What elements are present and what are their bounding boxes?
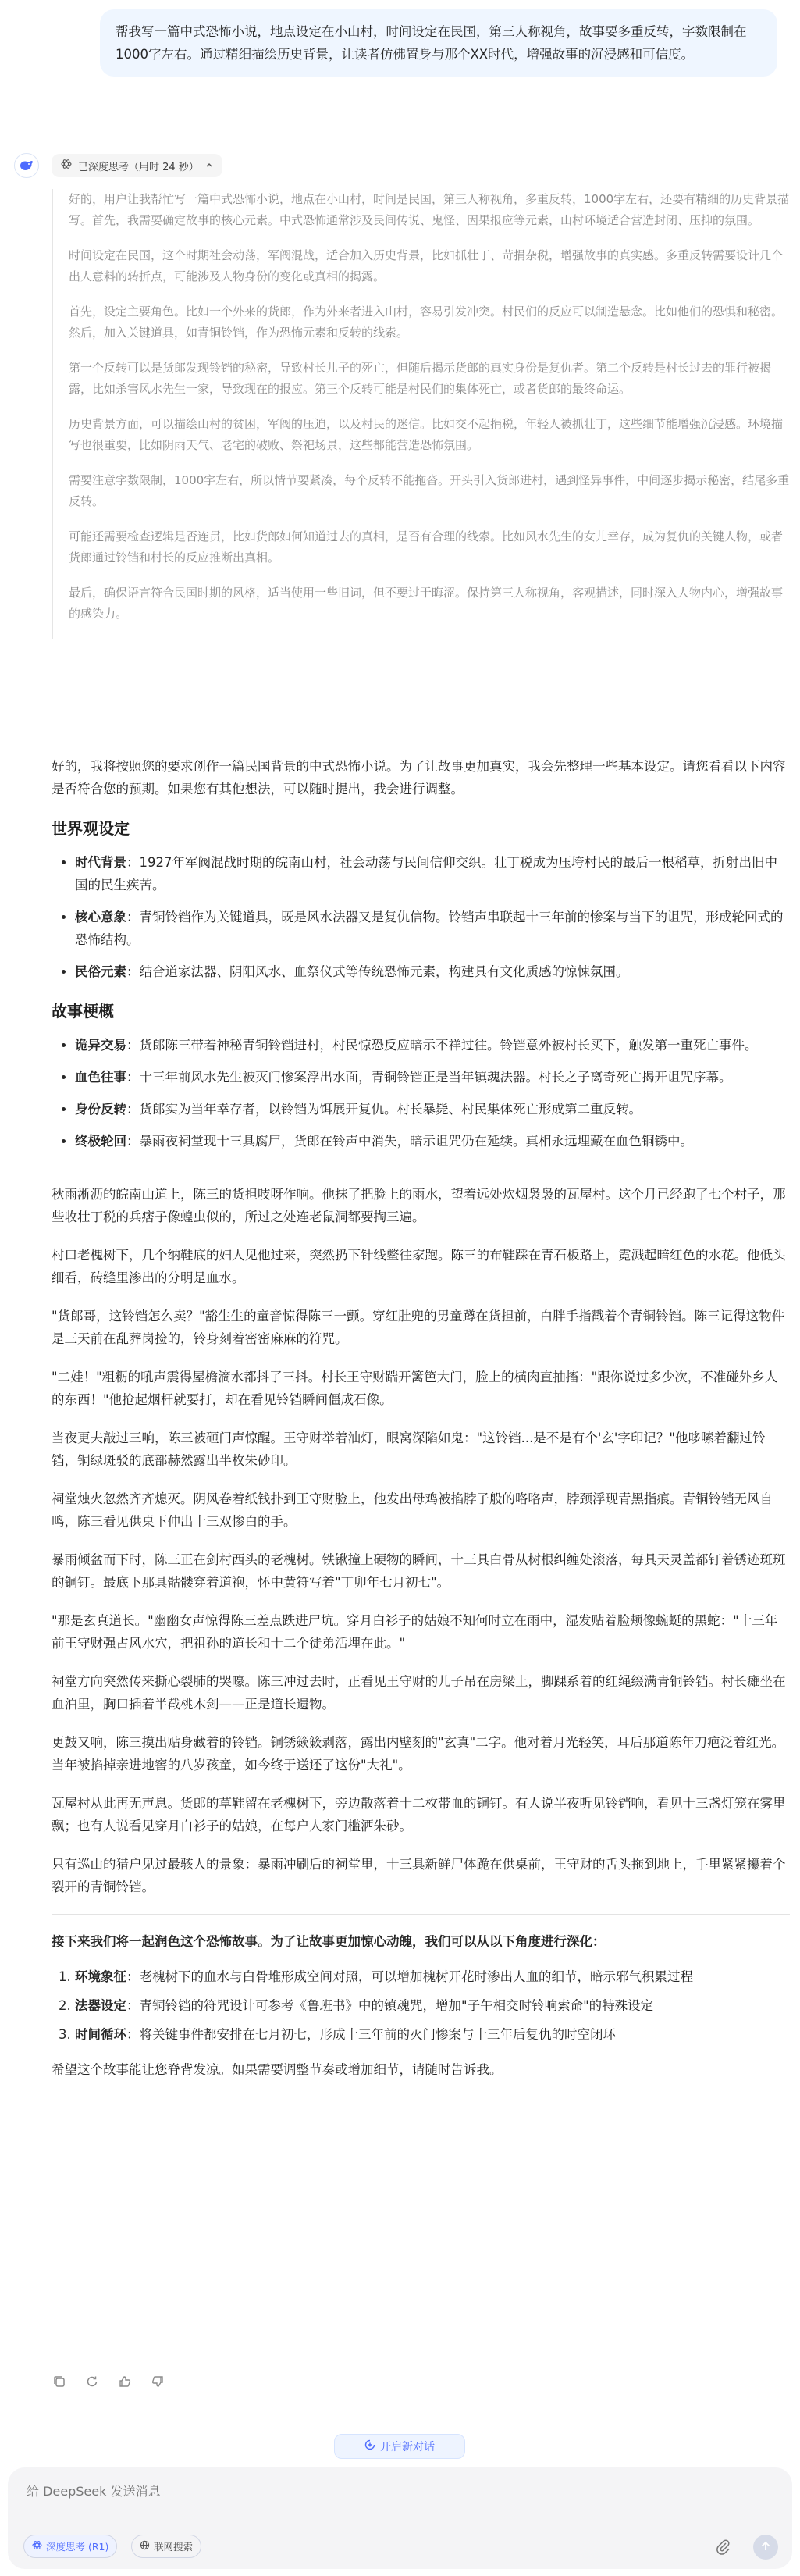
divider <box>52 1914 790 1915</box>
thinking-label: 已深度思考（用时 24 秒） <box>78 161 199 173</box>
story-paragraph: "那是玄真道长。"幽幽女声惊得陈三差点跌进尸坑。穿月白衫子的姑娘不知何时立在雨中，湿发贴着脸颊像蜿蜒的黑蛇："十三年前王守财强占风水穴，把祖孙的道长和十二个徒弟活埋在此。" <box>52 1613 778 1651</box>
assistant-answer <box>52 755 790 2093</box>
list-item: • 诡异交易：货郎陈三带着神秘青铜铃铛进村，村民惊恐反应暗示不祥过往。铃铛意外被村长买下，触发第一重死亡事件。 <box>75 1034 790 1056</box>
web-search-toggle[interactable] <box>131 2535 201 2558</box>
story-paragraph: 瓦屋村从此再无声息。货郎的草鞋留在老槐树下，旁边散落着十二枚带血的铜钉。有人说半夜听见铃铛响，看见十三盏灯笼在雾里飘；也有人说看见穿月白衫子的姑娘，在每户人家门槛洒朱砂。 <box>52 1796 786 1833</box>
send-button[interactable] <box>753 2535 778 2560</box>
thinking-paragraph: 时间设定在民国，这个时期社会动荡，军阀混战，适合加入历史背景，比如抓壮丁、苛捐杂税，增强故事的真实感。多重反转需要设计几个出人意料的转折点，可能涉及人物身份的变化或真相的揭露。 <box>69 248 784 283</box>
new-chat-button[interactable] <box>334 2434 465 2459</box>
story-paragraph: 暴雨倾盆而下时，陈三正在剑村西头的老槐树。铁锹撞上硬物的瞬间，十三具白骨从树根纠缠处滚落，每具天灵盖都钉着锈迹斑斑的铜钉。最底下那具骷髅穿着道袍，怀中黄符写着"丁卯年七月初七"。 <box>52 1552 786 1590</box>
globe-icon <box>140 2540 150 2553</box>
story-paragraph: 只有巡山的猎户见过最骇人的景象：暴雨冲刷后的祠堂里，十三具新鲜尸体跪在供桌前，王守财的舌头拖到地上，手里紧紧攥着个裂开的青铜铃铛。 <box>52 1857 786 1894</box>
thinking-paragraph: 好的，用户让我帮忙写一篇中式恐怖小说，地点在小山村，时间是民国，第三人称视角，多重反转，1000字左右，还要有精细的历史背景描写。首先，我需要确定故事的核心元素。中式恐怖通常涉及民间传说、鬼怪、因果报应等元素，山村环境适合营造封闭、压抑的氛围。 <box>69 192 790 227</box>
message-actions <box>52 2374 165 2389</box>
world-heading: 世界观设定 <box>52 819 130 838</box>
plot-heading: 故事梗概 <box>52 1002 114 1021</box>
chevron-up-icon <box>205 160 213 172</box>
copy-icon[interactable] <box>52 2374 67 2389</box>
user-message-text: 帮我写一篇中式恐怖小说，地点设定在小山村，时间设定在民国，第三人称视角，故事要多重反转，字数限制在1000字左右。通过精细描绘历史背景，让读者仿佛置身与那个XX时代，增强故事的沉浸感和可信度。 <box>116 24 747 62</box>
atom-icon <box>32 2540 42 2553</box>
user-message-bubble <box>100 9 777 77</box>
answer-intro: 好的，我将按照您的要求创作一篇民国背景的中式恐怖小说。为了让故事更加真实，我会先整理一些基本设定。请您看看以下内容是否符合您的预期。如果您有其他想法，可以随时提出，我会进行调整。 <box>52 759 786 796</box>
deep-think-label: 深度思考 (R1) <box>46 2541 109 2553</box>
thinking-paragraph: 需要注意字数限制，1000字左右，所以情节要紧凑，每个反转不能拖沓。开头引入货郎进村，遇到怪异事件，中间逐步揭示秘密，结尾多重反转。 <box>69 473 790 508</box>
thinking-paragraph: 最后，确保语言符合民国时期的风格，适当使用一些旧词，但不要过于晦涩。保持第三人称视角，客观描述，同时深入人物内心，增强故事的感染力。 <box>69 586 784 621</box>
world-list <box>52 851 790 983</box>
new-chat-icon <box>364 2439 375 2453</box>
story-paragraph: 更鼓又响，陈三摸出贴身藏着的铃铛。铜锈簌簌剥落，露出内壁刻的"玄真"二字。他对着月光轻笑，耳后那道陈年刀疤泛着红光。当年被掐掉亲进地窖的八岁孩童，如今终于送还了这份"大礼"。 <box>52 1735 785 1773</box>
thumbs-up-icon[interactable] <box>117 2374 133 2389</box>
thumbs-down-icon[interactable] <box>150 2374 165 2389</box>
list-item: • 民俗元素：结合道家法器、阴阳风水、血祭仪式等传统恐怖元素，构建具有文化质感的惊悚氛围。 <box>75 960 790 983</box>
deepseek-logo-icon <box>14 153 39 178</box>
plot-list <box>52 1034 790 1153</box>
followup-list <box>52 1965 790 2046</box>
list-item: • 核心意象：青铜铃铛作为关键道具，既是风水法器又是复仇信物。铃铛声串联起十三年前的惨案与当下的诅咒，形成轮回式的恐怖结构。 <box>75 906 790 951</box>
regenerate-icon[interactable] <box>84 2374 100 2389</box>
story-paragraph: "货郎哥，这铃铛怎么卖？"豁生生的童音惊得陈三一颤。穿红肚兜的男童蹲在货担前，白胖手指戳着个青铜铃铛。陈三记得这物件是三天前在乱葬岗捡的，铃身刻着密密麻麻的符咒。 <box>52 1309 785 1346</box>
arrow-up-icon <box>760 2540 771 2555</box>
thinking-paragraph: 首先，设定主要角色。比如一个外来的货郎，作为外来者进入山村，容易引发冲突。村民们的反应可以制造悬念。比如他们的恐惧和秘密。然后，加入关键道具，如青铜铃铛，作为恐怖元素和反转的线索。 <box>69 305 784 340</box>
story-paragraph: "二娃！"粗粝的吼声震得屋檐滴水都抖了三抖。村长王守财踹开篱笆大门，脸上的横肉直抽搐："跟你说过多少次，不准碰外乡人的东西！"他抢起烟杆就要打，却在看见铃铛瞬间僵成石像。 <box>52 1370 778 1407</box>
new-chat-label: 开启新对话 <box>380 2441 435 2453</box>
list-item: • 时代背景：1927年军阀混战时期的皖南山村，社会动荡与民间信仰交织。壮丁税成为压垮村民的最后一根稻草，折射出旧中国的民生疾苦。 <box>75 851 790 896</box>
paperclip-icon[interactable] <box>715 2538 731 2558</box>
list-item: 2. 法器设定：青铜铃铛的符咒设计可参考《鲁班书》中的镇魂咒，增加"子午相交时铃响索命"的特殊设定 <box>75 1994 790 2017</box>
thinking-paragraph: 第一个反转可以是货郎发现铃铛的秘密，导致村长儿子的死亡，但随后揭示货郎的真实身份是复仇者。第二个反转是村长过去的罪行被揭露，比如杀害风水先生一家，导致现在的报应。第三个反转可能是村民们的集体死亡，或者货郎的最终命运。 <box>69 361 772 396</box>
web-search-label: 联网搜索 <box>154 2541 194 2553</box>
story-body <box>52 1183 790 1898</box>
list-item: • 血色往事：十三年前风水先生被灭门惨案浮出水面，青铜铃铛正是当年镇魂法器。村长之子离奇死亡揭开诅咒序幕。 <box>75 1066 790 1088</box>
list-item: 1. 环境象征：老槐树下的血水与白骨堆形成空间对照，可以增加槐树开花时渗出人血的细节，暗示邪气积累过程 <box>75 1965 790 1988</box>
message-input[interactable] <box>25 2483 731 2499</box>
list-item: • 身份反转：货郎实为当年幸存者，以铃铛为饵展开复仇。村长暴毙、村民集体死亡形成第二重反转。 <box>75 1098 790 1121</box>
thinking-content <box>52 189 790 639</box>
list-item: 3. 时间循环：将关键事件都安排在七月初七，形成十三年前的灭门惨案与十三年后复仇的时空闭环 <box>75 2023 790 2046</box>
story-paragraph: 祠堂方向突然传来撕心裂肺的哭嚎。陈三冲过去时，正看见王守财的儿子吊在房梁上，脚踝系着的红绳缀满青铜铃铛。村长瘫坐在血泊里，胸口插着半截桃木剑——正是道长遗物。 <box>52 1674 786 1712</box>
list-item: • 终极轮回：暴雨夜祠堂现十三具腐尸，货郎在铃声中消失，暗示诅咒仍在延续。真相永远埋藏在血色铜锈中。 <box>75 1130 790 1153</box>
atom-icon <box>61 159 72 173</box>
thinking-paragraph: 历史背景方面，可以描绘山村的贫困，军阀的压迫，以及村民的迷信。比如交不起捐税，年轻人被抓壮丁，这些细节能增强沉浸感。环境描写也很重要，比如阴雨天气、老宅的破败、祭祀场景，这些都能营造恐怖氛围。 <box>69 417 784 452</box>
followup-heading: 接下来我们将一起润色这个恐怖故事。为了让故事更加惊心动魄，我们可以从以下角度进行深化： <box>52 1934 606 1949</box>
story-paragraph: 村口老槐树下，几个纳鞋底的妇人见他过来，突然扔下针线鳖往家跑。陈三的布鞋踩在青石板路上，霓溅起暗红色的水花。他低头细看，砖缝里渗出的分明是血水。 <box>52 1248 786 1285</box>
answer-closing: 希望这个故事能让您脊背发凉。如果需要调整节奏或增加细节，请随时告诉我。 <box>52 2062 503 2077</box>
thinking-paragraph: 可能还需要检查逻辑是否连贯，比如货郎如何知道过去的真相，是否有合理的线索。比如风水先生的女儿幸存，成为复仇的关键人物，或者货郎通过铃铛和村长的反应推断出真相。 <box>69 529 784 565</box>
story-paragraph: 秋雨淅沥的皖南山道上，陈三的货担吱呀作响。他抹了把脸上的雨水，望着远处炊烟袅袅的瓦屋村。这个月已经跑了七个村子，那些收壮丁税的兵痞子像蝗虫似的，所过之处连老鼠洞都要掏三遍。 <box>52 1187 786 1224</box>
story-paragraph: 祠堂烛火忽然齐齐熄灭。阴风卷着纸钱扑到王守财脸上，他发出母鸡被掐脖子般的咯咯声，脖颈浮现青黑指痕。青铜铃铛无风自鸣，陈三看见供桌下伸出十三双惨白的手。 <box>52 1491 773 1529</box>
composer <box>8 2467 792 2569</box>
story-paragraph: 当夜更夫敲过三响，陈三被砸门声惊醒。王守财举着油灯，眼窝深陷如鬼："这铃铛...是不是有个'玄'字印记？"他哆嗦着翻过铃铛，铜绿斑驳的底部赫然露出半枚朱砂印。 <box>52 1431 766 1468</box>
thinking-toggle[interactable] <box>52 154 222 177</box>
deep-think-toggle[interactable] <box>23 2535 117 2558</box>
